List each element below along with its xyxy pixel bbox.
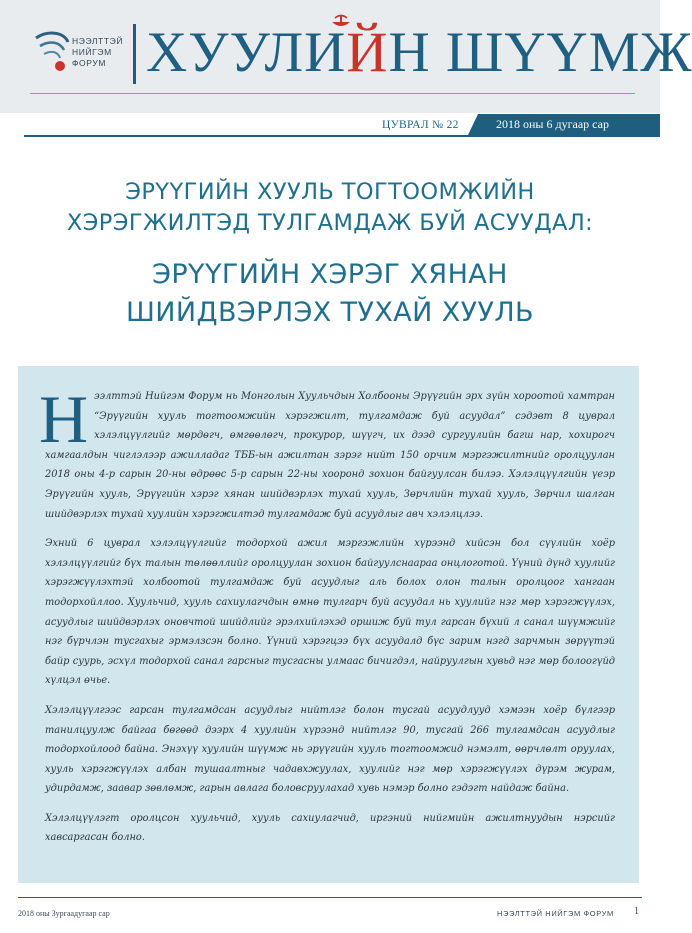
header-red-rule (30, 93, 635, 94)
publication-title-start: ХУУЛИ (146, 21, 347, 84)
org-name-line-3: ФОРУМ (72, 58, 107, 68)
issue-rule (24, 135, 660, 137)
page-number: 1 (634, 906, 639, 917)
drop-cap: Н (39, 381, 89, 457)
main-heading (40, 177, 620, 239)
masthead-banner (0, 0, 692, 113)
org-name-line-1: НЭЭЛТТЭЙ (72, 36, 124, 46)
org-name (72, 36, 123, 69)
publication-title-accent-letter: Й (346, 21, 389, 84)
intro-paragraph-3: Хэлэлцүүлгээс гарсан тулгамдсан асуудлыг нийтлэг болон тусгай асуудлууд хэмээн хоёр бүлгээр танилцуулж байгаа бөгөөд дээрх 4 хуулийн хүрээнд нийтлэг 90, тусгай 266 тулгамдсан асуудлыг тодорхойлоод байна. Энэхүү хуулийн шүүмж нь эрүүгийн хууль тогтоомжид нэмэлт, өөрчлөлт оруулах, хууль хэрэгжүүлэх албан тушаалтныг чадавхжуулах, хуулийг нэг мөр хэрэгжүүлэх дүрэм журам, удирдамж, заавар зөвлөмж, гарын авлага боловсруулахад хувь нэмэр болно гэдэгт найдаж байна. (45, 704, 615, 795)
sub-heading-line-1: ЭРҮҮГИЙН ХЭРЭГ ХЯНАН (152, 259, 508, 290)
sub-heading-line-2: ШИЙДВЭРЛЭХ ТУХАЙ ХУУЛЬ (126, 297, 534, 328)
intro-paragraph-1 (39, 381, 615, 524)
masthead-divider (133, 24, 136, 84)
main-heading-line-1: ЭРҮҮГИЙН ХУУЛЬ ТОГТООМЖИЙН (125, 179, 535, 205)
issue-number: ЦУВРАЛ № 22 (382, 119, 459, 131)
sub-heading (40, 256, 620, 332)
org-name-line-2: НИЙГЭМ (72, 47, 112, 57)
publication-title (146, 20, 692, 86)
intro-paragraph-1-text: ээлттэй Нийгэм Форум нь Монголын Хуульчдын Холбооны Эрүүгийн эрх зүйн хороотой хамтран “Эрүүгийн хууль тогтоомжийн хэрэгжилт, тулгамдаж буй асуудал” сэдэвт 8 цуврал хэлэлцүүлгийг мөрдөгч, өмгөөлөгч, прокурор, шүүгч, их дээд сургуулийн багш нар, хохирогч хамгаалдын чиглэлээр ажилладаг ТББ-ын ажилтан зэрэг нийт 150 орчим мэргэжилтнийг оролцуулан 2018 оны 4-р сарын 20-ны өдрөөс 5-р сарын 22-ны хооронд зохион байгуулсан билээ. Хэлэлцүүлгийн үеэр Эрүүгийн хууль, Эрүүгийн хэрэг хянан шийдвэрлэх тухай хууль, Зөрчлийн тухай хууль, Зөрчил шалган шийдвэрлэх тухай хуулийн хэрэгжилтэд тулгамдаж буй асуудлыг авч хэлэлцлээ. (45, 391, 615, 520)
intro-paragraph-2: Эхний 6 цуврал хэлэлцүүлгийг тодорхой ажил мэргэжлийн хүрээнд хийсэн бол сүүлийн хоёр хэлэлцүүлгийг бүх талын төлөөллийг оролцуулан зохион байгуулснаараа онцлоготой. Үүний дүнд хуулийг хэрэгжүүлэхтэй холбоотой тулгамдаж буй асуудлыг аль болох олон талын оролцоог хангаан тодорхойллоо. Хуульчид, хууль сахиулагчдын өмнө тулгарч буй асуудал нь хуулийг нэг мөр хэрэгжүүлэх, асуудлыг шийдвэрлэх оновчтой шийдлийг эрэлхийлэхэд оршиж буй тул гарсан бүхий л санал шүүмжийг нэг бүрчлэн тусгахыг эрмэлзсэн болно. Үүний хэрэгцээ бүх асуудалд бүс зарим нэгд зарчмын зөрүүтэй байр суурь, эсхүл тодорхой санал гарсныг тусгасны улмаас бичигдэл, найруулгын хувьд нэг мөр болоогүйд хүлцэл өчье. (45, 538, 615, 687)
publication-title-end: Н ШҮҮМЖ (388, 21, 692, 84)
footer-rule (18, 897, 642, 898)
intro-text (39, 381, 615, 858)
main-heading-line-2: ХЭРЭГЖИЛТЭД ТУЛГАМДАЖ БУЙ АСУУДАЛ: (66, 210, 594, 236)
footer-publisher: НЭЭЛТТЭЙ НИЙГЭМ ФОРУМ (497, 909, 614, 918)
footer-date: 2018 оны Зургаадугаар сар (18, 909, 110, 918)
issue-date: 2018 оны 6 дугаар сар (496, 117, 609, 131)
intro-paragraph-4: Хэлэлцүүлэгт оролцсон хуульчид, хууль сахиулагчид, иргэний нийгмийн ажилтнуудын нэрсийг хавсаргасан болно. (45, 812, 615, 844)
